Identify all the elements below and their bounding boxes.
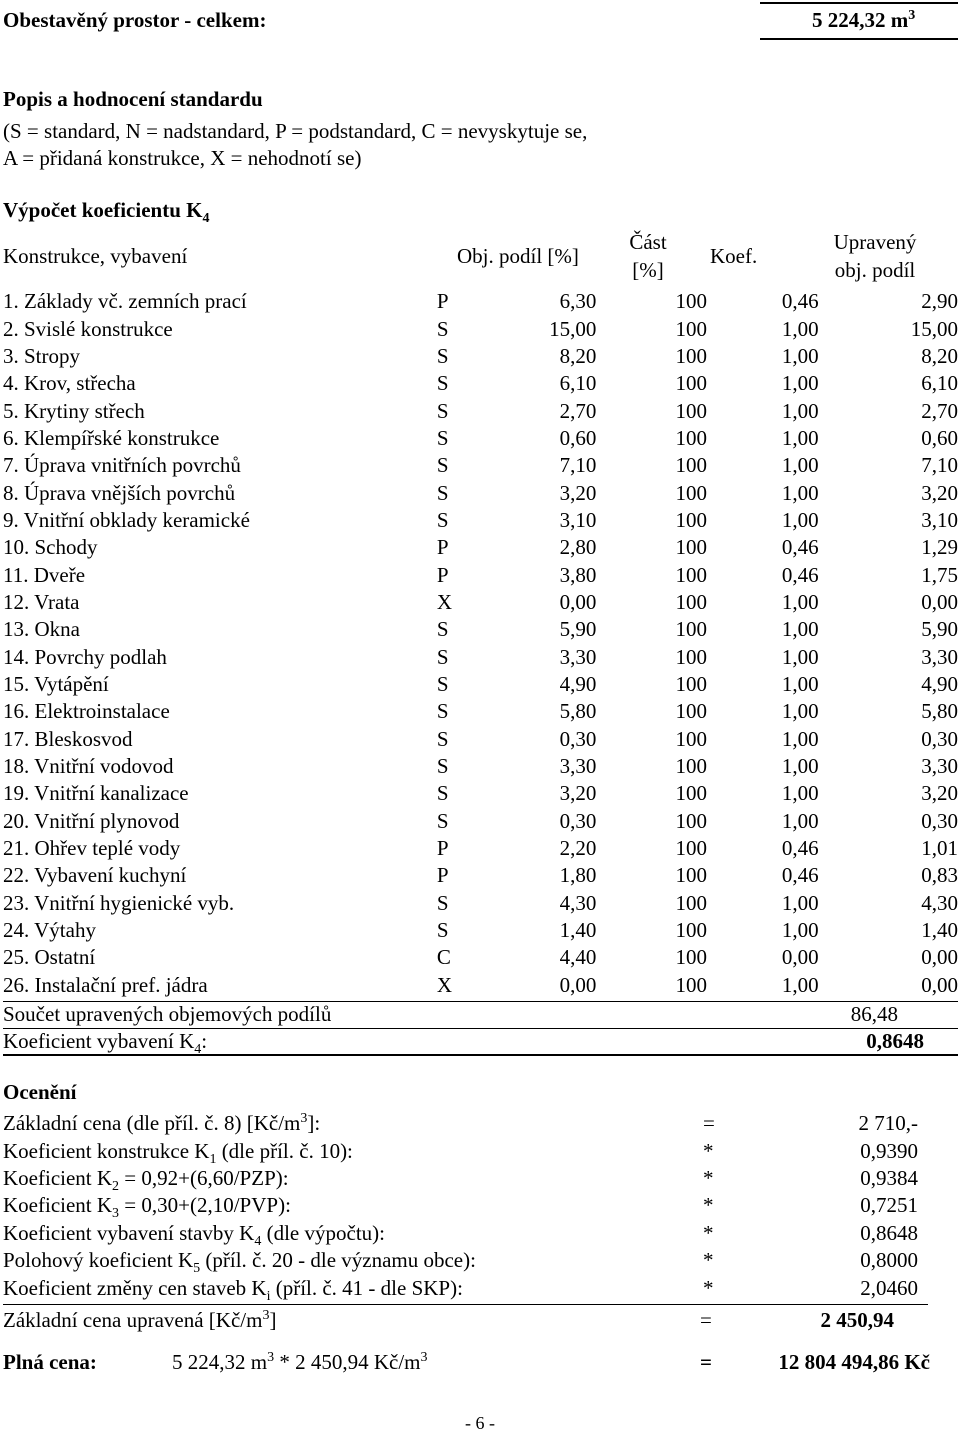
pricing-label-tail: ]: [307,1111,321,1136]
adjusted-share: 0,00 [921,589,958,614]
sum-label: Součet upravených objemových podílů [3,1002,332,1026]
standard-code: S [436,617,449,642]
part-percent: 100 [675,316,707,341]
standard-code: S [436,371,449,396]
adjusted-share: 8,20 [921,343,958,368]
obj-share: 0,00 [559,972,597,997]
built-volume-value [812,10,915,31]
pricing-label-sub: i [266,1288,271,1304]
pricing-label-tail: (dle příl. č. 10): [216,1138,353,1163]
construction-name: 15. Vytápění [3,671,109,696]
pricing-row [3,1247,918,1274]
construction-name: 23. Vnitřní hygienické vyb. [3,890,235,915]
k4-row [3,452,958,479]
full-formula-sup-1: 3 [267,1350,275,1365]
pricing-label [3,1165,703,1195]
obj-share: 3,80 [559,562,597,587]
sum-value: 86,48 [850,1002,898,1026]
obj-share: 4,30 [559,890,597,915]
obj-share: 1,80 [559,863,597,888]
adjusted-share: 0,30 [921,726,958,751]
k4-row [3,726,958,753]
construction-name: 4. Krov, střecha [3,371,136,396]
standard-code: S [436,316,449,341]
obj-share: 2,20 [559,836,597,861]
coefficient: 1,00 [781,972,819,997]
obj-share: 2,70 [559,398,597,423]
adjusted-label-sup: 3 [262,1308,270,1323]
obj-share: 0,60 [559,425,597,450]
k4-table-body [3,288,958,999]
coefficient: 1,00 [781,808,819,833]
part-percent: 100 [675,808,707,833]
col-header-part-1: Část [629,230,667,254]
k4-heading-sub: 4 [202,211,210,227]
coefficient: 0,46 [781,535,819,560]
pricing-label-tail: = 0,92+(6,60/PZP): [119,1165,289,1190]
coef-value: 0,8648 [866,1029,924,1053]
coefficient: 1,00 [781,343,819,368]
coefficient: 1,00 [781,589,819,614]
standard-code: X [436,589,453,614]
standard-code: S [436,343,449,368]
k4-row [3,397,958,424]
obj-share: 0,30 [559,726,597,751]
pricing-label [3,1192,703,1222]
pricing-table-body [3,1110,918,1302]
standard-code: S [436,453,449,478]
coefficient: 1,00 [781,726,819,751]
part-percent: 100 [675,589,707,614]
construction-name: 13. Okna [3,617,80,642]
k4-row [3,507,958,534]
construction-name: 9. Vnitřní obklady keramické [3,507,250,532]
standard-code: P [436,535,449,560]
k4-row [3,917,958,944]
adjusted-share: 0,60 [921,425,958,450]
coef-label-text: Koeficient vybavení K [3,1029,195,1053]
pricing-row [3,1165,918,1192]
header-underline [760,38,958,40]
standard-legend-line-1: (S = standard, N = nadstandard, P = podstandard, C = nevyskytuje se, [3,119,588,143]
full-price-formula [172,1352,428,1373]
k4-row [3,479,958,506]
standard-code: S [436,699,449,724]
pricing-table [3,1110,918,1302]
part-percent: 100 [675,425,707,450]
k4-row [3,890,958,917]
col-header-obj: Obj. podíl [%] [457,244,579,268]
coefficient: 1,00 [781,398,819,423]
adjusted-label [3,1310,276,1331]
adjusted-share: 3,30 [921,644,958,669]
pricing-label-text: Koeficient K [3,1165,113,1190]
full-formula-part-a: 5 224,32 m [172,1350,268,1374]
pricing-label-tail: (dle výpočtu): [261,1220,385,1245]
k4-row [3,862,958,889]
adjusted-label-text: Základní cena upravená [Kč/m [3,1308,263,1332]
part-percent: 100 [675,453,707,478]
part-percent: 100 [675,671,707,696]
standard-code: P [436,863,449,888]
coefficient: 1,00 [781,617,819,642]
obj-share: 8,20 [559,343,597,368]
part-percent: 100 [675,371,707,396]
pricing-label-text: Koeficient K [3,1193,113,1218]
coefficient: 0,00 [781,945,819,970]
adjusted-share: 0,30 [921,808,958,833]
construction-name: 10. Schody [3,535,98,560]
construction-name: 1. Základy vč. zemních prací [3,289,247,314]
pricing-label-tail: (příl. č. 20 - dle významu obce): [200,1248,476,1273]
coefficient: 1,00 [781,507,819,532]
part-percent: 100 [675,726,707,751]
coefficient: 1,00 [781,453,819,478]
obj-share: 7,10 [559,453,597,478]
standard-code: C [436,945,451,970]
pricing-row [3,1192,918,1219]
obj-share: 5,80 [559,699,597,724]
pricing-label-sub: 2 [112,1179,120,1195]
pricing-label-sup: 3 [300,1111,308,1127]
part-percent: 100 [675,480,707,505]
k4-row [3,589,958,616]
adjusted-share: 3,20 [921,480,958,505]
pricing-row [3,1274,918,1301]
adjusted-rule [3,1304,928,1305]
adjusted-share: 5,80 [921,699,958,724]
coefficient: 0,46 [781,562,819,587]
standard-code: P [436,289,449,314]
obj-share: 3,10 [559,507,597,532]
standard-code: S [436,671,449,696]
coefficient: 1,00 [781,890,819,915]
page-title: Obestavěný prostor - celkem: [3,8,267,32]
standard-code: S [436,425,449,450]
obj-share: 4,90 [559,671,597,696]
part-percent: 100 [675,343,707,368]
pricing-label-sub: 5 [193,1261,201,1277]
coefficient: 0,46 [781,289,819,314]
coefficient: 1,00 [781,781,819,806]
pricing-label [3,1137,703,1167]
k4-row [3,671,958,698]
k4-row [3,643,958,670]
construction-name: 24. Výtahy [3,918,96,943]
part-percent: 100 [675,699,707,724]
k4-row [3,425,958,452]
standard-code: S [436,507,449,532]
standard-legend-line-2: A = přidaná konstrukce, X = nehodnotí se) [3,146,362,170]
part-percent: 100 [675,562,707,587]
adjusted-share: 3,30 [921,754,958,779]
standard-code: S [436,808,449,833]
pricing-value: 2,0460 [860,1275,918,1300]
construction-name: 26. Instalační pref. jádra [3,972,208,997]
construction-name: 20. Vnitřní plynovod [3,808,180,833]
part-percent: 100 [675,781,707,806]
obj-share: 0,30 [559,808,597,833]
col-header-adj-1: Upravený [833,230,917,254]
adjusted-op: = [700,1308,712,1332]
pricing-label-sub: 1 [209,1151,217,1167]
standard-code: S [436,480,449,505]
pricing-label [3,1247,703,1277]
obj-share: 4,40 [559,945,597,970]
pricing-operator: = [703,1111,715,1136]
adjusted-share: 15,00 [910,316,958,341]
pricing-operator: * [703,1165,714,1190]
obj-share: 3,20 [559,480,597,505]
adjusted-share: 1,29 [921,535,958,560]
standard-code: S [436,781,449,806]
adjusted-share: 1,40 [921,918,958,943]
adjusted-share: 4,30 [921,890,958,915]
obj-share: 3,30 [559,754,597,779]
coefficient: 1,00 [781,371,819,396]
obj-share: 5,90 [559,617,597,642]
k4-row [3,698,958,725]
k4-row [3,370,958,397]
construction-name: 17. Bleskosvod [3,726,133,751]
adjusted-share: 5,90 [921,617,958,642]
coefficient: 1,00 [781,671,819,696]
built-volume-number: 5 224,32 m [812,8,909,32]
part-percent: 100 [675,644,707,669]
part-percent: 100 [675,617,707,642]
coefficient: 1,00 [781,918,819,943]
standard-code: S [436,644,449,669]
part-percent: 100 [675,945,707,970]
construction-name: 14. Povrchy podlah [3,644,167,669]
pricing-label-sub: 4 [254,1233,262,1249]
coef-underline [3,1054,958,1056]
pricing-operator: * [703,1193,714,1218]
full-formula-sup-2: 3 [420,1350,428,1365]
pricing-operator: * [703,1248,714,1273]
pricing-row [3,1220,918,1247]
obj-share: 6,30 [559,289,597,314]
adjusted-share: 0,00 [921,972,958,997]
construction-name: 7. Úprava vnitřních povrchů [3,453,241,478]
pricing-value: 0,7251 [860,1193,918,1218]
coefficient: 0,46 [781,863,819,888]
obj-share: 2,80 [559,535,597,560]
pricing-label-text: Polohový koeficient K [3,1248,194,1273]
coef-label [3,1029,208,1058]
part-percent: 100 [675,398,707,423]
adjusted-share: 6,10 [921,371,958,396]
obj-share: 1,40 [559,918,597,943]
coefficient: 0,46 [781,836,819,861]
pricing-value: 2 710,- [858,1111,918,1136]
full-formula-part-b: * 2 450,94 Kč/m [274,1350,421,1374]
adjusted-share: 1,75 [921,562,958,587]
col-header-name: Konstrukce, vybavení [3,244,188,268]
adjusted-value: 2 450,94 [820,1308,894,1332]
col-header-koef: Koef. [710,244,758,268]
built-volume-unit-sup: 3 [908,8,916,23]
full-price-op: = [700,1350,712,1374]
adjusted-share: 0,00 [921,945,958,970]
construction-name: 6. Klempířské konstrukce [3,425,220,450]
standard-heading: Popis a hodnocení standardu [3,87,263,111]
coef-label-tail: : [201,1029,208,1053]
k4-row [3,835,958,862]
obj-share: 15,00 [549,316,597,341]
coefficient: 1,00 [781,644,819,669]
coefficient: 1,00 [781,699,819,724]
pricing-heading: Ocenění [3,1080,77,1104]
adjusted-share: 7,10 [921,453,958,478]
adjusted-share: 2,90 [921,289,958,314]
standard-code: S [436,754,449,779]
adjusted-share: 3,20 [921,781,958,806]
k4-row [3,944,958,971]
pricing-label [3,1274,703,1304]
part-percent: 100 [675,918,707,943]
obj-share: 6,10 [559,371,597,396]
pricing-label-text: Koeficient změny cen staveb K [3,1275,267,1300]
construction-name: 19. Vnitřní kanalizace [3,781,189,806]
part-percent: 100 [675,507,707,532]
k4-row [3,561,958,588]
construction-name: 5. Krytiny střech [3,398,145,423]
k4-row [3,753,958,780]
part-percent: 100 [675,863,707,888]
col-header-part-2: [%] [632,258,664,282]
pricing-label [3,1110,703,1137]
pricing-operator: * [703,1220,714,1245]
construction-name: 25. Ostatní [3,945,96,970]
obj-share: 3,20 [559,781,597,806]
obj-share: 0,00 [559,589,597,614]
standard-code: P [436,562,449,587]
construction-name: 2. Svislé konstrukce [3,316,173,341]
k4-heading-text: Výpočet koeficientu K [3,198,203,222]
pricing-label-text: Základní cena (dle příl. č. 8) [Kč/m [3,1111,301,1136]
k4-row [3,972,958,999]
pricing-label [3,1220,703,1247]
coefficient: 1,00 [781,425,819,450]
standard-code: S [436,918,449,943]
construction-name: 3. Stropy [3,343,81,368]
standard-code: S [436,726,449,751]
pricing-label-sub: 3 [112,1206,120,1222]
pricing-row [3,1137,918,1164]
standard-code: S [436,398,449,423]
pricing-value: 0,8648 [860,1220,918,1245]
pricing-value: 0,9384 [860,1165,918,1190]
full-price-value: 12 804 494,86 Kč [778,1350,930,1374]
part-percent: 100 [675,836,707,861]
k4-table [3,288,958,999]
coefficient: 1,00 [781,316,819,341]
k4-row [3,808,958,835]
construction-name: 18. Vnitřní vodovod [3,754,174,779]
k4-row [3,343,958,370]
adjusted-label-tail: ] [269,1308,277,1332]
coef-label-sub: 4 [194,1042,202,1058]
k4-row [3,534,958,561]
col-header-adj-2: obj. podíl [834,258,916,282]
part-percent: 100 [675,972,707,997]
pricing-value: 0,8000 [860,1248,918,1273]
pricing-row [3,1110,918,1137]
standard-code: P [436,836,449,861]
standard-code: X [436,972,453,997]
adjusted-share: 1,01 [921,836,958,861]
pricing-operator: * [703,1138,714,1163]
full-price-label: Plná cena: [3,1350,97,1374]
construction-name: 12. Vrata [3,589,80,614]
part-percent: 100 [675,890,707,915]
construction-name: 11. Dveře [3,562,86,587]
header-rule [760,2,958,4]
part-percent: 100 [675,289,707,314]
pricing-value: 0,9390 [860,1138,918,1163]
coefficient: 1,00 [781,754,819,779]
k4-row [3,315,958,342]
pricing-label-tail: = 0,30+(2,10/PVP): [119,1193,291,1218]
pricing-label-text: Koeficient vybavení stavby K [3,1220,255,1245]
construction-name: 16. Elektroinstalace [3,699,170,724]
part-percent: 100 [675,535,707,560]
obj-share: 3,30 [559,644,597,669]
pricing-operator: * [703,1275,714,1300]
adjusted-share: 3,10 [921,507,958,532]
k4-row [3,780,958,807]
k4-heading [3,198,210,227]
k4-row [3,616,958,643]
adjusted-share: 0,83 [921,863,958,888]
page-number: - 6 - [465,1413,495,1433]
pricing-label-text: Koeficient konstrukce K [3,1138,210,1163]
construction-name: 22. Vybavení kuchyní [3,863,187,888]
adjusted-share: 2,70 [921,398,958,423]
construction-name: 21. Ohřev teplé vody [3,836,181,861]
coefficient: 1,00 [781,480,819,505]
pricing-label-tail: (příl. č. 41 - dle SKP): [270,1275,463,1300]
standard-code: S [436,890,449,915]
part-percent: 100 [675,754,707,779]
construction-name: 8. Úprava vnějších povrchů [3,480,236,505]
k4-row [3,288,958,315]
adjusted-share: 4,90 [921,671,958,696]
